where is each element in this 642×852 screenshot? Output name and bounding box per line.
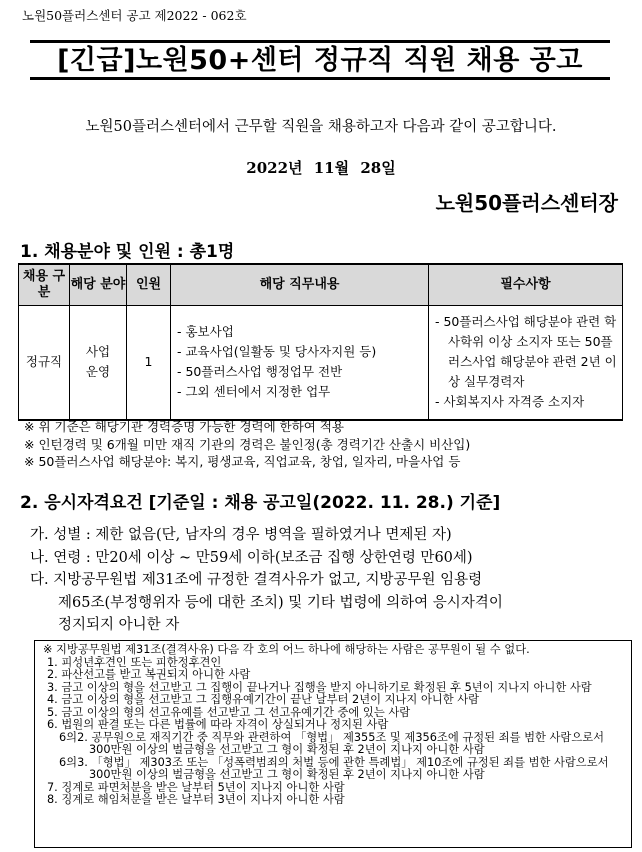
box-item: 1. 피성년후견인 또는 피한정후견인 xyxy=(47,655,222,669)
cell-duties xyxy=(171,306,429,420)
disqualification-box xyxy=(34,640,632,848)
box-item: 6. 법원의 판결 또는 다른 법률에 따라 자격이 상실되거나 정지된 사람 xyxy=(47,718,389,731)
duty-item: - 그외 센터에서 지정한 업무 xyxy=(177,384,331,400)
requirement-item: - 사회복지사 자격증 소지자 xyxy=(435,394,585,410)
notice-title: [긴급]노원50+센터 정규직 직원 채용 공고 xyxy=(30,40,610,80)
box-item: 7. 징계로 파면처분을 받은 날부터 5년이 지나지 아니한 사람 xyxy=(47,780,345,794)
eligibility-item-continued: 제65조(부정행위자 등에 대한 조치) 및 기타 법령에 의하여 응시자격이 xyxy=(58,594,503,611)
requirement-item: - 50플러스사업 해당분야 관련 학사학위 이상 소지자 또는 50플러스사업 해당분야 관련 2년 이상 실무경력자 xyxy=(435,314,617,390)
note-item: ※ 인턴경력 및 6개월 미만 재직 기관의 경력은 불인정(총 경력기간 산출시 비산입) xyxy=(24,436,471,452)
col-header-requirements: 필수사항 xyxy=(429,264,623,306)
col-header-field: 해당 분야 xyxy=(70,264,127,306)
table-row xyxy=(19,306,623,420)
box-item: 8. 징계로 해임처분을 받은 날부터 3년이 지나지 아니한 사람 xyxy=(47,793,345,806)
note-item: ※ 50플러스사업 해당분야: 복지, 평생교육, 직업교육, 창업, 일자리, 마을사업 등 xyxy=(24,454,461,469)
eligibility-item-continued: 정지되지 아니한 자 xyxy=(58,617,180,633)
col-header-duties: 해당 직무내용 xyxy=(171,264,429,306)
cell-requirements xyxy=(429,306,623,420)
notice-date: 2022년 11월 28일 xyxy=(246,159,396,177)
eligibility-item-age: 나. 연령 : 만20세 이상 ~ 만59세 이하(보조금 집행 상한연령 만60세) xyxy=(30,549,473,566)
box-item: 6의3. 「형법」 제303조 또는 「성폭력범죄의 처벌 등에 관한 특례법」 제10조에 규정된 죄를 범한 사람으로서 300만원 이상의 벌금형을 선고받고 그 형이 확정된 후 2년이 지나지 아니한 사람 xyxy=(59,755,609,781)
cell-field: 사업 운영 xyxy=(70,306,127,420)
box-item: 5. 금고 이상의 형의 선고유예를 선고받고 그 선고유예기간 중에 있는 사람 xyxy=(47,705,411,719)
section2-heading: 2. 응시자격요건 [기준일 : 채용 공고일(2022. 11. 28.) 기준] xyxy=(20,493,501,513)
eligibility-list xyxy=(30,524,503,637)
col-header-count: 인원 xyxy=(127,264,171,306)
eligibility-item-gender: 가. 성별 : 제한 없음(단, 남자의 경우 병역을 필하였거나 면제된 자) xyxy=(30,527,452,543)
section1-heading: 1. 채용분야 및 인원 : 총1명 xyxy=(20,242,235,262)
box-title: ※ 지방공무원법 제31조(결격사유) 다음 각 호의 어느 하나에 해당하는 사람은 공무원이 될 수 없다. xyxy=(43,643,530,656)
duty-item: - 홍보사업 xyxy=(177,324,234,340)
document-number: 노원50플러스센터 공고 제2022 - 062호 xyxy=(22,8,247,23)
eligibility-item-disqualification: 다. 지방공무원법 제31조에 규정한 결격사유가 없고, 지방공무원 임용령 xyxy=(30,572,483,588)
signer: 노원50플러스센터장 xyxy=(435,191,618,215)
table-notes xyxy=(24,418,470,471)
col-header-type: 채용 구분 xyxy=(19,264,70,306)
box-item: 4. 금고 이상의 형을 선고받고 그 집행유예기간이 끝난 날부터 2년이 지나지 아니한 사람 xyxy=(47,693,480,706)
box-item: 6의2. 공무원으로 재직기간 중 직무와 관련하여 「형법」 제355조 및 제356조에 규정된 죄를 범한 사람으로서 300만원 이상의 벌금형을 선고받고 그 형이 확정된 후 2년이 지나지 아니한 사람 xyxy=(59,730,605,756)
box-item: 2. 파산선고를 받고 복권되지 아니한 사람 xyxy=(47,668,251,681)
cell-count: 1 xyxy=(127,306,171,420)
box-item: 3. 금고 이상의 형을 선고받고 그 집행이 끝나거나 집행을 받지 아니하기로 확정된 후 5년이 지나지 아니한 사람 xyxy=(47,680,592,694)
duty-item: - 50플러스사업 행정업무 전반 xyxy=(177,364,343,380)
intro-text: 노원50플러스센터에서 근무할 직원을 채용하고자 다음과 같이 공고합니다. xyxy=(85,119,557,135)
table-header-row xyxy=(19,264,623,306)
cell-type: 정규직 xyxy=(19,306,70,420)
jobs-table xyxy=(18,263,623,421)
note-item: ※ 위 기준은 해당기관 경력증명 가능한 경력에 한하여 적용 xyxy=(24,419,344,434)
duty-item: - 교육사업(일활동 및 당사자지원 등) xyxy=(177,344,377,360)
